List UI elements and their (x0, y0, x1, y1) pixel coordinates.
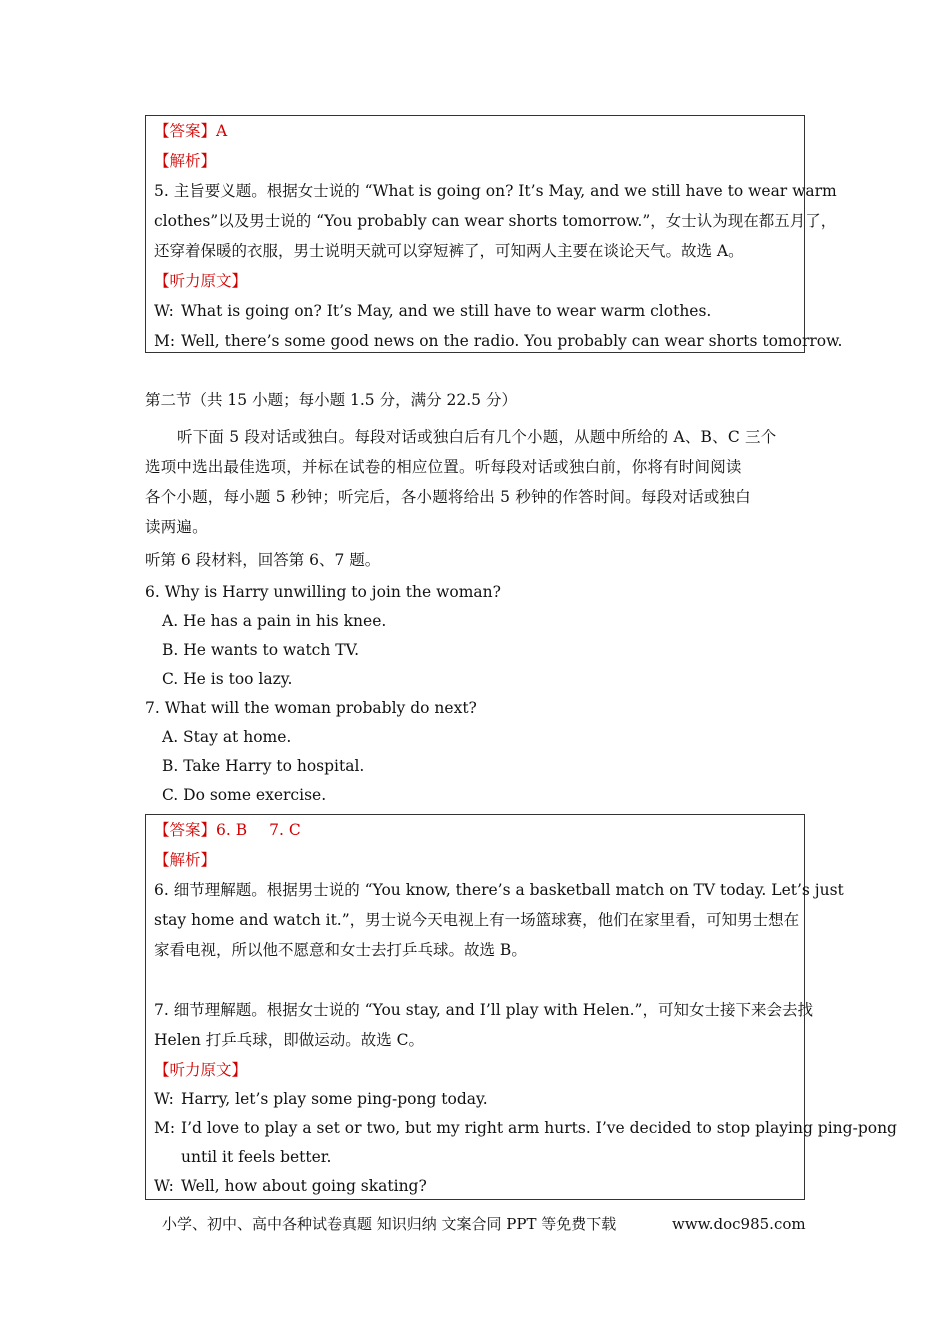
question-option: A. He has a pain in his knee. (162, 612, 387, 630)
answer-7: 7. C (269, 821, 301, 839)
speaker-label: W: (154, 302, 174, 320)
blank-line (154, 965, 798, 995)
analysis-line: Helen 打乒乓球，即做运动。故选 C。 (154, 1031, 425, 1049)
transcript-line (154, 296, 798, 326)
answer-6: 6. B (216, 821, 248, 839)
question-option: C. He is too lazy. (162, 670, 293, 688)
section-heading: 第二节（共 15 小题；每小题 1.5 分，满分 22.5 分） (145, 391, 517, 409)
transcript-label: 【听力原文】 (154, 1061, 248, 1079)
speaker-label: W: (154, 1090, 174, 1108)
question-option: B. He wants to watch TV. (162, 641, 360, 659)
analysis-label: 【解析】 (154, 152, 217, 170)
instruction-line: 听下面 5 段对话或独白。每段对话或独白后有几个小题，从题中所给的 A、B、C 三个 (177, 428, 777, 446)
transcript-label: 【听力原文】 (154, 272, 248, 290)
question-list (145, 578, 810, 810)
answer-box-q6-7 (145, 814, 897, 1200)
footer-url: www.doc985.com (672, 1215, 806, 1233)
question-stem: 6. Why is Harry unwilling to join the woman? (145, 583, 501, 601)
transcript-line (154, 326, 843, 356)
transcript-text: I’d love to play a set or two, but my right arm hurts. I’ve decided to stop playing ping-pong (181, 1119, 897, 1137)
transcript-line (154, 1085, 798, 1114)
speaker-label: M: (154, 332, 176, 350)
transcript-text: Well, there’s some good news on the radio. You probably can wear shorts tomorrow. (181, 332, 843, 350)
transcript-text: Harry, let’s play some ping-pong today. (181, 1090, 488, 1108)
material-note: 听第 6 段材料，回答第 6、7 题。 (145, 551, 381, 569)
instruction-line: 选项中选出最佳选项，并标在试卷的相应位置。听每段对话或独白前，你将有时间阅读 (145, 458, 742, 476)
analysis-line: 家看电视，所以他不愿意和女士去打乒乓球。故选 B。 (154, 941, 527, 959)
answer-line (154, 815, 798, 845)
question-option: A. Stay at home. (162, 728, 292, 746)
transcript-line (154, 1114, 897, 1143)
section-instructions (145, 422, 810, 542)
question-option: C. Do some exercise. (162, 786, 327, 804)
analysis-line: 6. 细节理解题。根据男士说的 “You know, there’s a basketball match on TV today. Let’s just (154, 881, 844, 899)
answer-label: 【答案】A (154, 122, 228, 140)
answer-label: 【答案】 (154, 821, 217, 839)
instruction-line: 读两遍。 (145, 518, 208, 536)
analysis-line: clothes”以及男士说的 “You probably can wear shorts tomorrow.”，女士认为现在都五月了， (154, 212, 837, 230)
analysis-line: 7. 细节理解题。根据女士说的 “You stay, and I’ll play with Helen.”，可知女士接下来会去找 (154, 1001, 813, 1019)
instruction-line: 各个小题，每小题 5 秒钟；听完后，各小题将给出 5 秒钟的作答时间。每段对话或独白 (145, 488, 751, 506)
transcript-text: Well, how about going skating? (181, 1177, 427, 1195)
question-stem: 7. What will the woman probably do next? (145, 699, 477, 717)
analysis-line: stay home and watch it.”，男士说今天电视上有一场篮球赛，他们在家里看，可知男士想在 (154, 911, 800, 929)
analysis-line: 5. 主旨要义题。根据女士说的 “What is going on? It’s May, and we still have to wear warm (154, 182, 837, 200)
page-footer (162, 1210, 806, 1238)
transcript-continuation: until it feels better. (181, 1148, 332, 1166)
analysis-line: 还穿着保暖的衣服，男士说明天就可以穿短裤了，可知两人主要在谈论天气。故选 A。 (154, 242, 744, 260)
analysis-label: 【解析】 (154, 851, 217, 869)
transcript-line (154, 1172, 798, 1201)
speaker-label: W: (154, 1177, 174, 1195)
footer-text: 小学、初中、高中各种试卷真题 知识归纳 文案合同 PPT 等免费下载 (162, 1215, 617, 1233)
speaker-label: M: (154, 1119, 176, 1137)
transcript-text: What is going on? It’s May, and we still have to wear warm clothes. (181, 302, 712, 320)
answer-box-q5 (145, 115, 843, 353)
question-option: B. Take Harry to hospital. (162, 757, 365, 775)
